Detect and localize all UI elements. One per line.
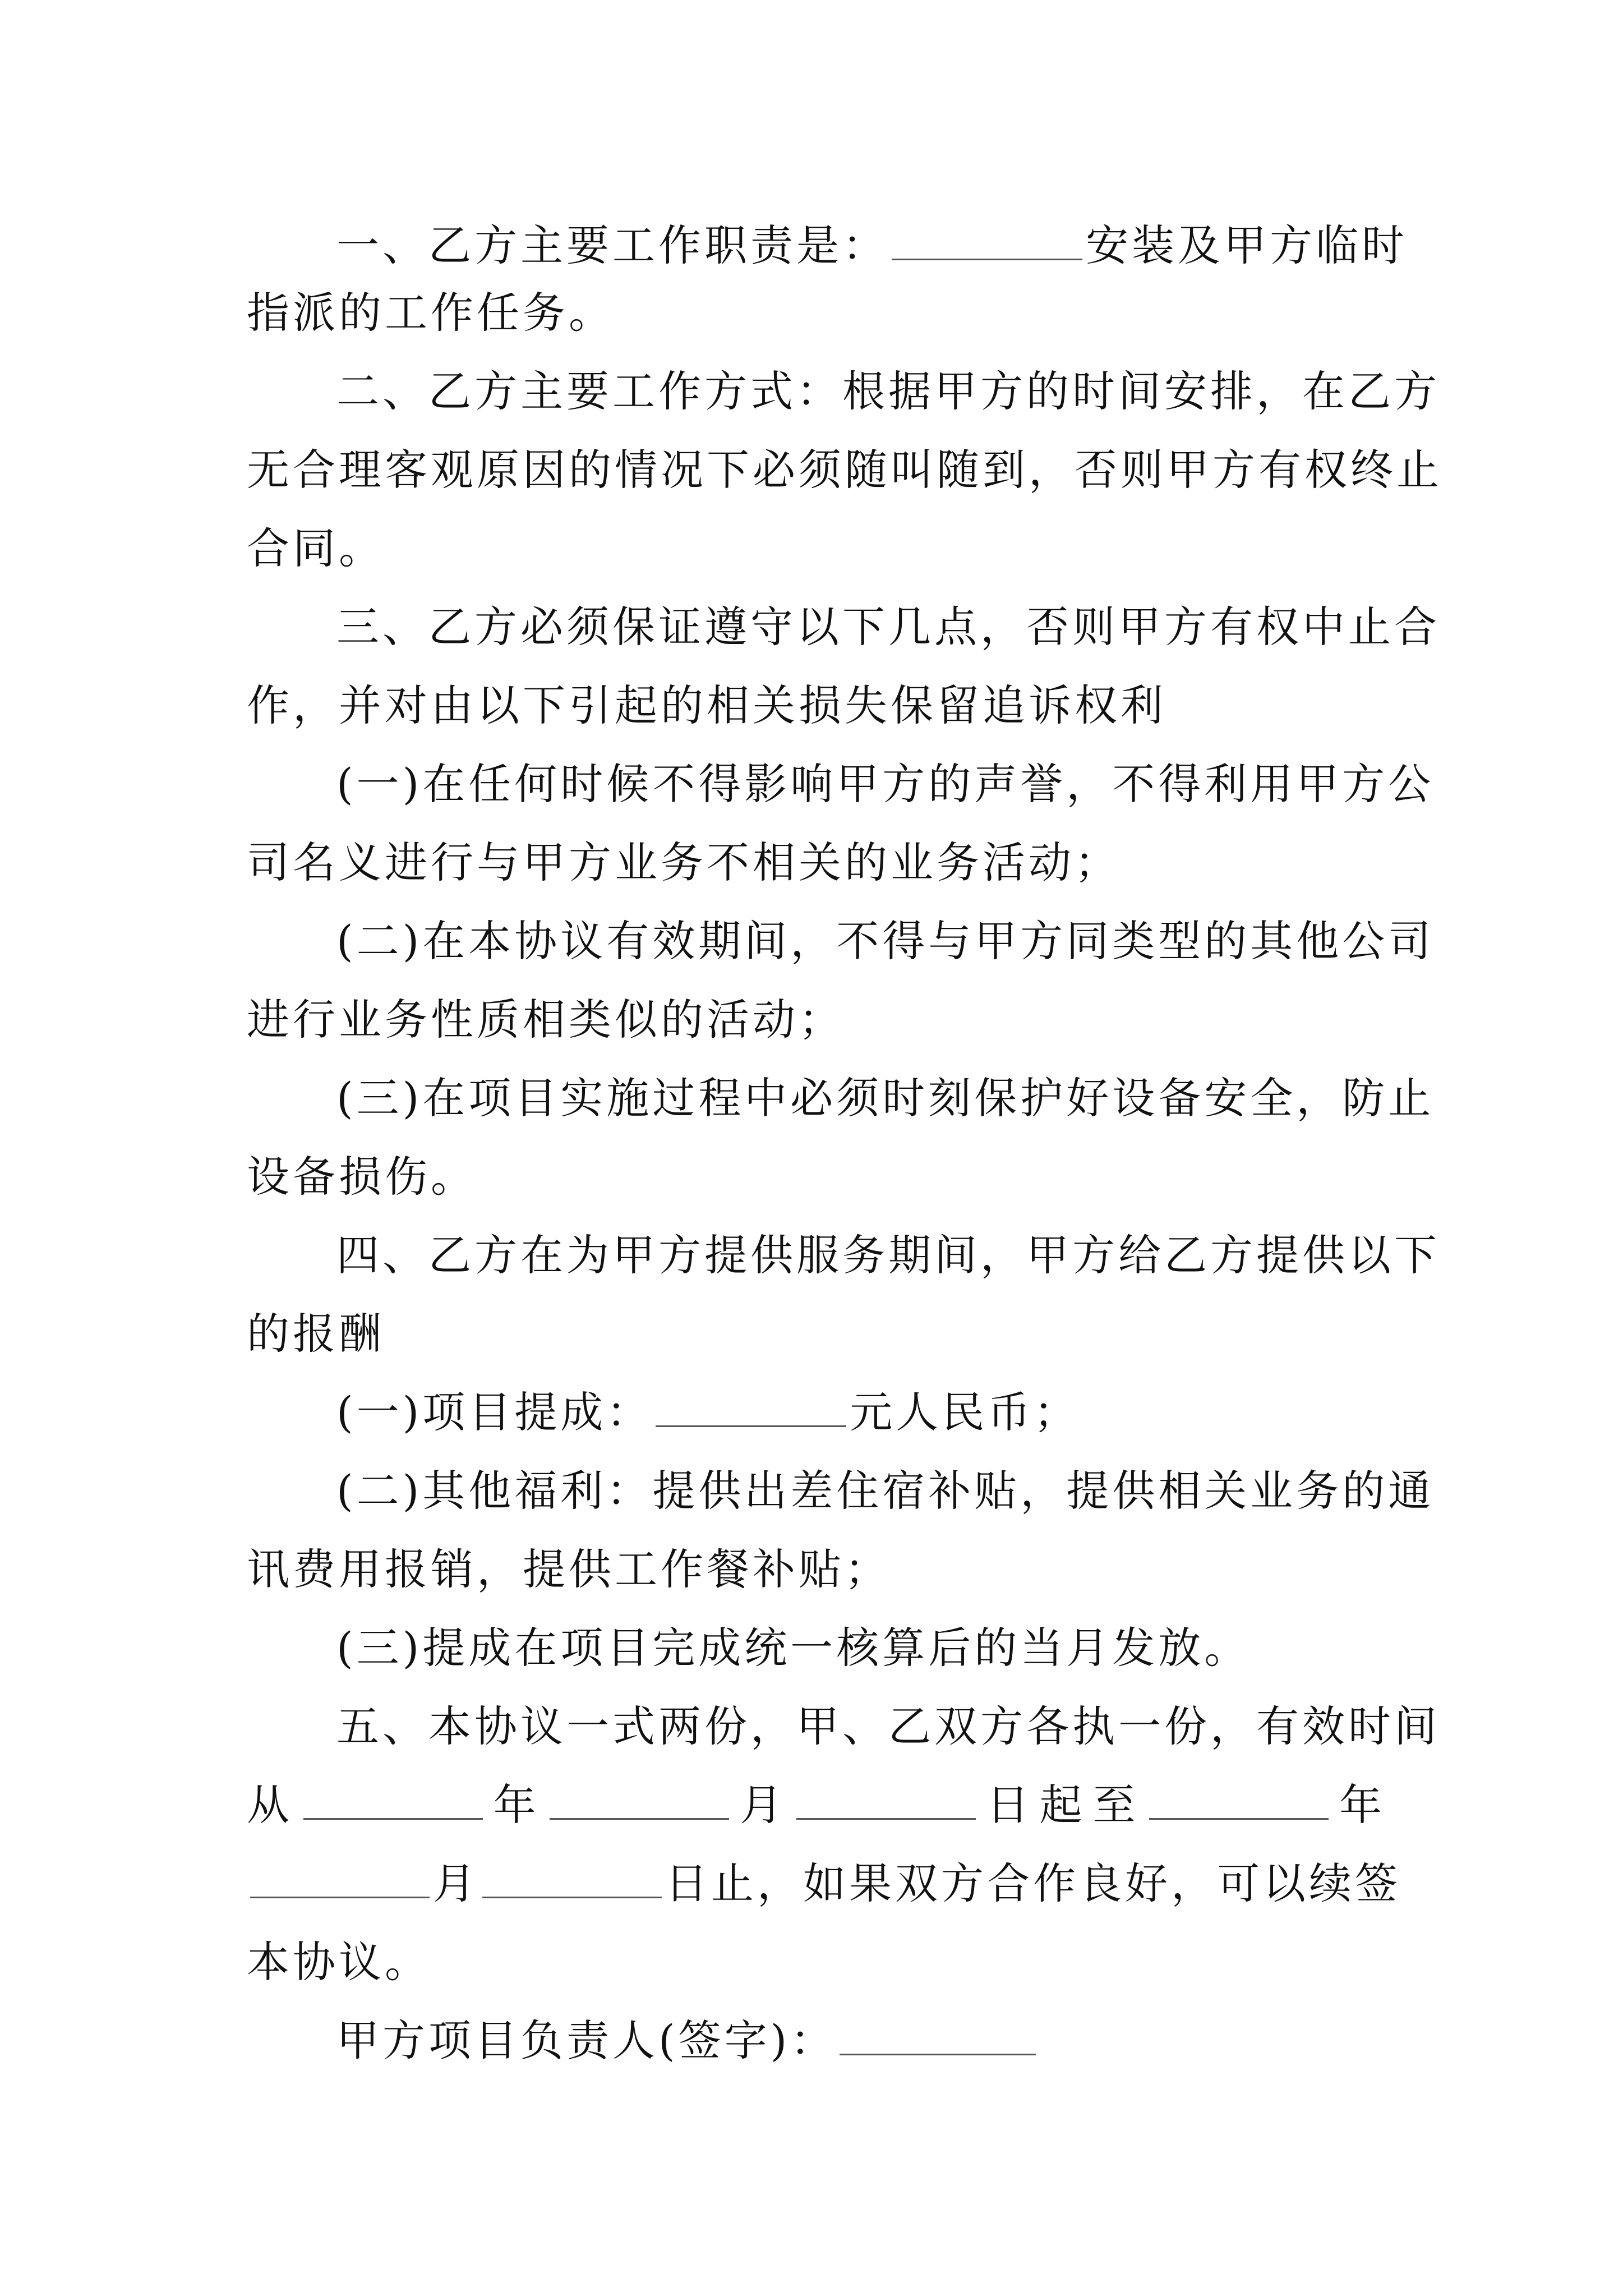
clause-3-item-2-line-1: (二)在本协议有效期间，不得与甲方同类型的其他公司 [336, 916, 1435, 966]
clause-3-item-1-line-1: (一)在任何时候不得影响甲方的声誉，不得利用甲方公 [336, 759, 1435, 809]
clause-5-line-3: 月 日止，如果双方合作良好，可以续签 [247, 1850, 1385, 1917]
clause-3-item-3-line-2: 设备损伤。 [247, 1152, 477, 1202]
clause-3-item-1-line-2: 司名义进行与甲方业务不相关的业务活动； [247, 838, 1121, 887]
commission-blank [656, 1389, 846, 1427]
clause-5-line-4: 本协议。 [247, 1937, 431, 1987]
clause-3-line-1: 三、乙方必须保证遵守以下几点，否则甲方有权中止合 [336, 602, 1440, 652]
start-month-blank [550, 1782, 729, 1820]
end-day-blank [482, 1861, 662, 1898]
signature-line: 甲方项目负责人(签字)： [336, 2007, 1385, 2074]
duty-blank [892, 223, 1082, 260]
clause-2-line-3: 合同。 [247, 523, 385, 573]
clause-4-item-3: (三)提成在项目完成统一核算后的当月发放。 [336, 1623, 1251, 1673]
clause-2-line-2: 无合理客观原因的情况下必须随叫随到，否则甲方有权终止 [247, 445, 1442, 495]
signature-blank [840, 2018, 1036, 2055]
clause-1-line-1: 一、乙方主要工作职责是： 安装及甲方临时 [336, 220, 1408, 270]
clause-4-line-2: 的报酬 [247, 1309, 385, 1359]
clause-3-item-3-line-1: (三)在项目实施过程中必须时刻保护好设备安全，防止 [336, 1073, 1435, 1123]
end-year-blank [1149, 1782, 1329, 1820]
clause-4-item-2-line-2: 讯费用报销，提供工作餐补贴； [247, 1544, 891, 1594]
clause-4-item-2-line-1: (二)其他福利：提供出差住宿补贴，提供相关业务的通 [336, 1466, 1435, 1516]
start-year-blank [303, 1782, 483, 1820]
clause-4-line-1: 四、乙方在为甲方提供服务期间，甲方给乙方提供以下 [336, 1230, 1440, 1280]
clause-1-line-2: 指派的工作任务。 [247, 288, 615, 338]
clause-3-item-2-line-2: 进行业务性质相类似的活动； [247, 995, 845, 1045]
start-day-blank [796, 1782, 976, 1820]
clause-5-line-1: 五、本协议一式两份，甲、乙双方各执一份，有效时间 [336, 1701, 1440, 1751]
clause-5-date-line: 从 年 月 日起至 年 [247, 1780, 1386, 1830]
end-month-blank [250, 1861, 430, 1898]
clause-2-line-1: 二、乙方主要工作方式：根据甲方的时间安排，在乙方 [336, 366, 1440, 416]
clause-3-line-2: 作，并对由以下引起的相关损失保留追诉权利 [247, 680, 1166, 730]
clause-4-item-1: (一)项目提成： 元人民币； [336, 1387, 1080, 1437]
